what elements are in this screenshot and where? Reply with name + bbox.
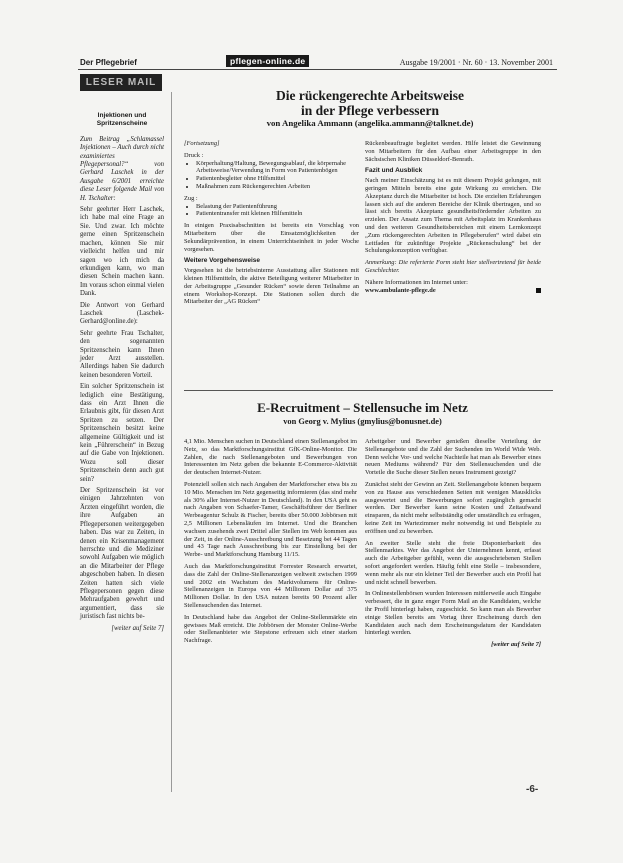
- list-item: • Maßnahmen zum Rückengerechten Arbeiten: [196, 183, 359, 191]
- article-paragraph: An zweiter Stelle steht die freie Disponierbarkeit des Stellenmarktes. Wer das Angebot der Unternehmen kennt, erfasst auch die Arbeitgeber gefühlt, wenn die ausgeschriebenen Stellen sofort angefordert werden. Häufig fehlt eine Stelle – insbesondere, wenn mehr als nur ein kleiner Teil der Bewerber auch ein Profil hat und nicht schnell bewerben.: [365, 539, 541, 586]
- continuation-note: [Fortsetzung]: [184, 140, 220, 147]
- article1-title-line1: Die rückengerechte Arbeitsweise: [276, 88, 464, 103]
- article-paragraph: Zunächst steht der Gewinn an Zeit. Stellenangebote können bequem von zu Hause aus verschiedenen Seiten mit wenigen Mausklicks ausgewertet und die Bewerbungen sofort zugänglich gemacht werden. Der Bewerber kann seine Kosten und Zeitaufwand einsparen, da nicht mehr selbstständig oder umständlich zu erfragen, keine Zeit im Wartezimmer mehr notwendig ist und Beispiele zu eröffnen und zu bewerben.: [365, 480, 541, 535]
- publication-name: Der Pflegebrief: [80, 58, 137, 67]
- article-paragraph: Rückenbeauftragte begleitet werden. Hilfe leistet die Gewinnung von Mitarbeitern für den Aufbau einer Arbeitsgruppe in den Sächsischen Kliniken Düsseldorf-Benrath.: [365, 140, 541, 163]
- article-paragraph: In einigen Praxisabschnitten ist bereits ein Vorschlag von Mitarbeitern über die Einsatzmöglichkeiten der Sekundärprävention, in einem Unterrichtseinheit in jeder Woche vorgesehen.: [184, 222, 359, 253]
- header-rule: [78, 69, 557, 70]
- article1-byline: von Angelika Ammann (angelika.ammann@talknet.de): [266, 118, 474, 128]
- article2-title: E-Recruitment – Stellensuche im Netz: [257, 400, 468, 415]
- article1-title: [200, 88, 540, 118]
- bullet-list: [184, 160, 359, 191]
- section-tag: LESER MAIL: [80, 74, 162, 91]
- list-label: Druck :: [184, 151, 204, 159]
- reader-mail-sidebar: [80, 112, 164, 633]
- article-separator: [184, 390, 553, 391]
- page-number: -6-: [526, 784, 539, 795]
- list-item: • Patiententransfer mit kleinen Hilfsmitteln: [196, 210, 359, 218]
- list-item: • Patientenbegleiter ohne Hilfsmittel: [196, 175, 359, 183]
- list-item: • Körperhaltung/Haltung, Bewegungsablauf, die körpernahe Arbeitsweise/Verwendung in Form von Patientenbögen: [196, 160, 359, 176]
- web-link[interactable]: www.ambulante-pflege.de: [365, 286, 436, 294]
- list-item: • Belastung der Patientenführung: [196, 203, 359, 211]
- sidebar-paragraph: Sehr geehrter Herr Laschek, ich habe mal eine Frage an Sie. Und zwar. Ich möchte gerne einen Spritzenschein machen, können Sie mir vielleicht helfen und mir sagen wo ich mich da erkundigen kann, wo man diesen Schein machen kann. Im voraus schon einmal vielen Dank.: [80, 206, 164, 298]
- article-paragraph: Potenziell sollen sich nach Angaben der Marktforscher etwa bis zu 10 Mio. Menschen im Netz gegenseitig informieren (das sind mehr als 30% aller Internet-Nutzer in Deutschland). In den USA geht es nach Angaben von Schaefer-Tamer, Geschäftsführer der Berliner Werbeagentur Schulz & Fischer, bereits über 50.000 Jobbörsen mit 2,5 Millionen Lebensläufen im Internet. Und die Branchen wachsen zusehends zwei Drittel aller Stellen im Web kommen aus der Zeit, in der Online-Ausschreibung und Besetzung bei 44 Tagen und 43 Tage nach Ausschreibung bis zur Einstellung bei der Werbe- und Marktforschung Hamburg 11/15.: [184, 480, 357, 559]
- subheading: Fazit und Ausblick: [365, 167, 423, 175]
- article2-continued[interactable]: [weiter auf Seite 7]: [491, 641, 541, 649]
- article-paragraph: Nach meiner Einschätzung ist es mit diesem Projekt gelungen, mit geringen Mitteln bereits eine gute Wirkung zu erreichen. Die Akzeptanz durch die Mitarbeiter ist hoch. Die erzielten Erfahrungen lassen sich auf die anderen Bereiche der Klinik übertragen, und so lässt sich bereits Akzeptanz gesundheitsfördernder Arbeiten zu erzielen. Der Ansatz zum Thema mit Arbeitsplatz im Krankenhaus und den weiteren Gesundheitsbereichen mit einem Lernkonzept „Zum rückengerechten Arbeiten in Pflegeberufen“ wird dabei ein Leitfaden für zukünftige Projekte „Rückenschulung“ bei der Schulungskonzeption verfügbar.: [365, 177, 541, 255]
- info-text: Nähere Informationen im Internet unter:: [365, 278, 468, 286]
- site-logo[interactable]: pflegen-online.de: [226, 55, 309, 67]
- web-link-row: [365, 287, 541, 295]
- article-paragraph: Arbeitgeber und Bewerber genießen dieselbe Verteilung der Stellenangebote und die Zahl der Suchenden im World Wide Web. Denn welche Vor- und welche Nachteile hat man als Bewerber eines neuen Mediums während? Für den Stellensuchenden und die Vorteile die Suche dieser Stellen neues Instrument gezeigt?: [365, 438, 541, 477]
- sidebar-intro: Zum Beitrag „Schlamassel Injektionen – Auch durch nicht examiniertes Pflegepersonal?“ von Gerhard Laschek in der Ausgabe 6/2001 erreichte diese Leser folgende Mail von H. Tschalter:: [80, 135, 164, 202]
- sidebar-continued[interactable]: [weiter auf Seite 7]: [111, 624, 164, 632]
- article-paragraph: In Onlinestellenbörsen wurden Interessen mittlerweile auch Eingabe verbessert, die in ganz enger Form Mail an die Kandidaten, welche ihr Profil hinterlegt haben, zugeschickt. So kann man als Bewerber einige Stellen bereits am Vortag ihrer Erscheinung durch den Kandidaten auch nach dem Erscheinungsdatum der Kandidaten hinterlegt werden.: [365, 590, 541, 637]
- bullet-list: [184, 203, 359, 219]
- article-paragraph: 4,1 Mio. Menschen suchen in Deutschland einen Stellenangebot im Netz, so das Marktforschungsinstitut GfK-Online-Monitor. Die Zahlen, die nach Stellenangeboten und Bewerbungen von Interessenten im Netz geben die bekannte E-Commerce-Aktivität der deutschen Internet-Nutzer.: [184, 438, 357, 477]
- sidebar-paragraph: Der Spritzenschein ist vor einigen Jahrzehnten von Ärzten eingeführt worden, die ihre Aufgaben an Pflegepersonen weitergegeben haben. Das war zu Zeiten, in denen ein Krisenmanagement herrschte und die Mediziner sowohl Aufgaben wie möglich an die Mitarbeiter der Pflege abgeschoben haben. In diesen Zeiten hatten sich viele Pflegepersonen gegen diese Mehraufgaben gewehrt und argumentiert, dass sie juristisch fast nichts be-: [80, 487, 164, 621]
- footnote: Anmerkung: Die referierte Form steht hier stellvertretend für beide Geschlechter.: [365, 259, 541, 274]
- sidebar-heading: Injektionen und Spritzenscheine: [96, 112, 148, 128]
- issue-info: Ausgabe 19/2001 · Nr. 60 · 13. November 2001: [399, 58, 553, 67]
- end-square-icon: [536, 288, 541, 293]
- column-divider: [171, 92, 172, 792]
- sidebar-paragraph: Sehr geehrte Frau Tschalter, den sogenannten Spritzenschein kann Ihnen jeder Arzt ausstellen. Allerdings haben Sie dadurch keinen besonderen Vorteil.: [80, 329, 164, 379]
- article1-column-b: [365, 140, 541, 294]
- list-label: Zug :: [184, 194, 198, 202]
- article-paragraph: Auch das Marktforschungsinstitut Forrester Research erwartet, dass die Zahl der Online-Stellenanzeigen weltweit zwischen 1999 und 2002 ein Wachstum des Marktvolumens für Online-Stellenanzeigen in Europa von 44 Millionen Dollar auf 375 Millionen Dollar. In den USA nutzen bereits 90 Prozent aller Stellensuchenden das Internet.: [184, 562, 357, 609]
- sidebar-paragraph: Die Antwort von Gerhard Laschek (Laschek-Gerhard@online.de):: [80, 301, 164, 326]
- article1-column-a: [184, 140, 359, 310]
- article1-title-line2: in der Pflege verbessern: [300, 103, 440, 118]
- article-paragraph: In Deutschland habe das Angebot der Online-Stellenmärkte ein gewisses Maß erreicht. Die Jobbörsen der Monster Online-Werbe oder Stellenanbieter wie Stepstone erfreuen sich einer starken Nachfrage.: [184, 613, 357, 645]
- subheading: Weitere Vorgehensweise: [184, 257, 260, 265]
- article-paragraph: Vorgesehen ist die betriebsinterne Ausstattung aller Stationen mit kleinen Hilfsmitteln, die aktive Beteiligung weiterer Mitarbeiter in der Arbeitsgruppe „Gesunder Rücken“ sowie deren Teilnahme an einem Workshop-Konzept. Die Stationen sollen durch die Mitarbeiter der „AG Rücken“: [184, 267, 359, 306]
- article2-column-a: [184, 438, 357, 649]
- sidebar-paragraph: Ein solcher Spritzenschein ist lediglich eine Bestätigung, dass ein Arzt Ihnen die Erlaubnis gibt, für diesen Arzt Spritzen zu setzen. Der Spritzenschein besitzt keine allgemeine Gültigkeit und ist kein „Führerschein“ in Bezug auf die Gabe von Injektionen. Wozu soll dieser Spritzenschein denn auch gut sein?: [80, 383, 164, 483]
- article2-column-b: [365, 438, 541, 649]
- article2-byline: von Georg v. Mylius (gmylius@bonusnet.de): [283, 417, 442, 426]
